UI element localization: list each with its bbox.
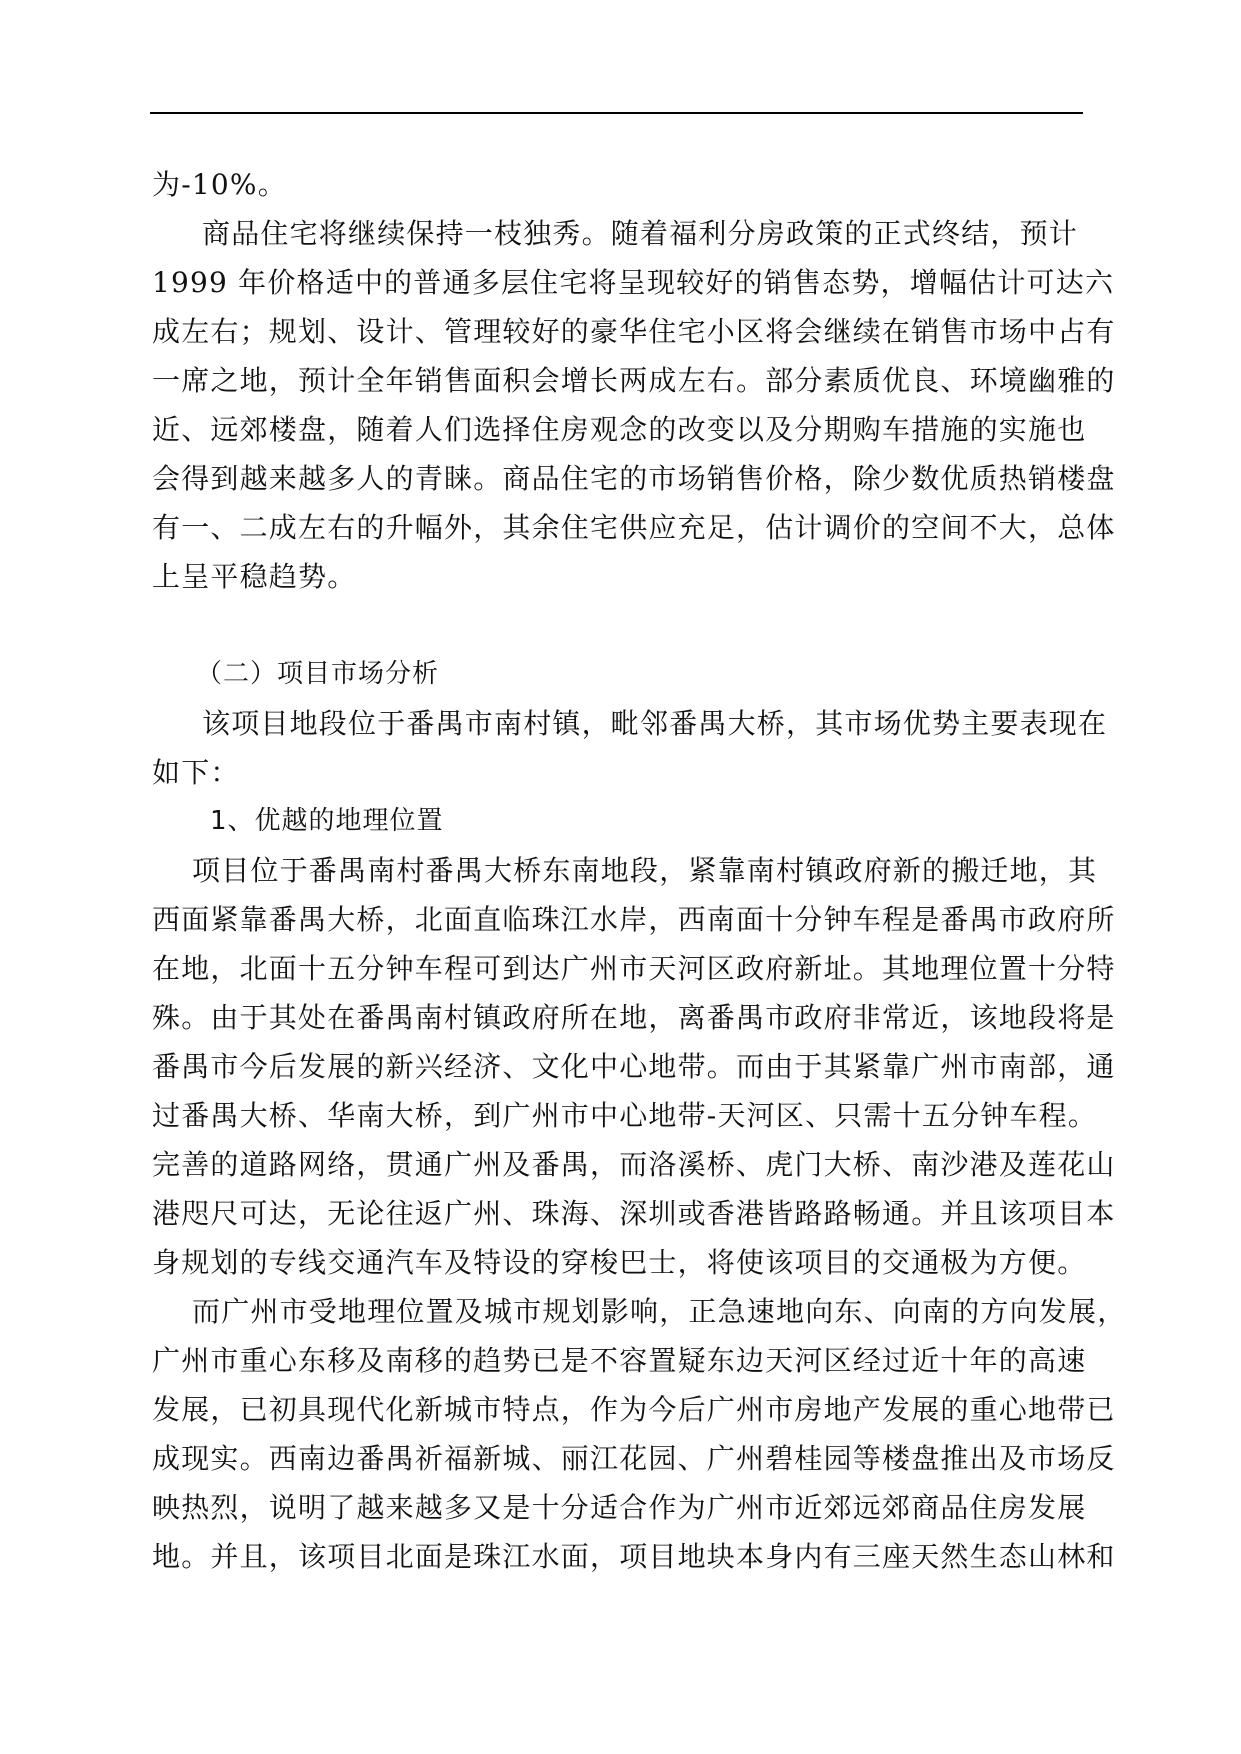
text-line: 为-10%。 [152,168,287,201]
text-line: 成左右；规划、设计、管理较好的豪华住宅小区将会继续在销售市场中占有 [152,315,1116,348]
text-line: 身规划的专线交通汽车及特设的穿梭巴士，将使该项目的交通极为方便。 [152,1246,1087,1279]
text-line: 殊。由于其处在番禺南村镇政府所在地，离番禺市政府非常近，该地段将是 [152,1001,1116,1034]
text-line: 发展，已初具现代化新城市特点，作为今后广州市房地产发展的重心地带已 [152,1393,1116,1426]
text-line: 番禺市今后发展的新兴经济、文化中心地带。而由于其紧靠广州市南部，通 [152,1050,1116,1083]
text-line: 过番禺大桥、华南大桥，到广州市中心地带-天河区、只需十五分钟车程。 [152,1099,1098,1132]
text-line: 有一、二成左右的升幅外，其余住宅供应充足，估计调价的空间不大，总体 [152,511,1116,544]
text-line: 映热烈，说明了越来越多又是十分适合作为广州市近郊远郊商品住房发展 [152,1491,1087,1524]
text-line: 上呈平稳趋势。 [152,560,357,593]
text-line: 会得到越来越多人的青睐。商品住宅的市场销售价格，除少数优质热销楼盘 [152,462,1116,495]
header-rule [150,112,1083,114]
text-line: 而广州市受地理位置及城市规划影响，正急速地向东、向南的方向发展， [192,1295,1127,1328]
text-line: 成现实。西南边番禺祈福新城、丽江花园、广州碧桂园等楼盘推出及市场反 [152,1442,1116,1475]
text-line: 商品住宅将继续保持一枝独秀。随着福利分房政策的正式终结，预计 [202,217,1079,250]
text-line: 1999 年价格适中的普通多层住宅将呈现较好的销售态势，增幅估计可达六 [152,266,1115,299]
text-line: 地。并且，该项目北面是珠江水面，项目地块本身内有三座天然生态山林和 [152,1540,1116,1573]
text-line: 广州市重心东移及南移的趋势已是不容置疑东边天河区经过近十年的高速 [152,1344,1087,1377]
text-line: 近、远郊楼盘，随着人们选择住房观念的改变以及分期购车措施的实施也 [152,413,1087,446]
text-line: 在地，北面十五分钟车程可到达广州市天河区政府新址。其地理位置十分特 [152,952,1116,985]
text-line: 完善的道路网络，贯通广州及番禺，而洛溪桥、虎门大桥、南沙港及莲花山 [152,1148,1116,1181]
blank-line [152,601,1097,650]
text-line: 一席之地，预计全年销售面积会增长两成左右。部分素质优良、环境幽雅的 [152,364,1116,397]
text-line: 如下： [152,756,240,789]
text-line: 项目位于番禺南村番禺大桥东南地段，紧靠南村镇政府新的搬迁地，其 [192,854,1098,887]
text-line: 西面紧靠番禺大桥，北面直临珠江水岸，西南面十分钟车程是番禺市政府所 [152,903,1116,936]
text-line: 港咫尺可达，无论往返广州、珠海、深圳或香港皆路路畅通。并且该项目本 [152,1197,1116,1230]
section-heading: （二）项目市场分析 [196,659,440,689]
text-line: 该项目地段位于番禺市南村镇，毗邻番禺大桥，其市场优势主要表现在 [202,707,1108,740]
subsection-heading: 1、优越的地理位置 [210,806,444,836]
page-body [152,160,1127,1581]
